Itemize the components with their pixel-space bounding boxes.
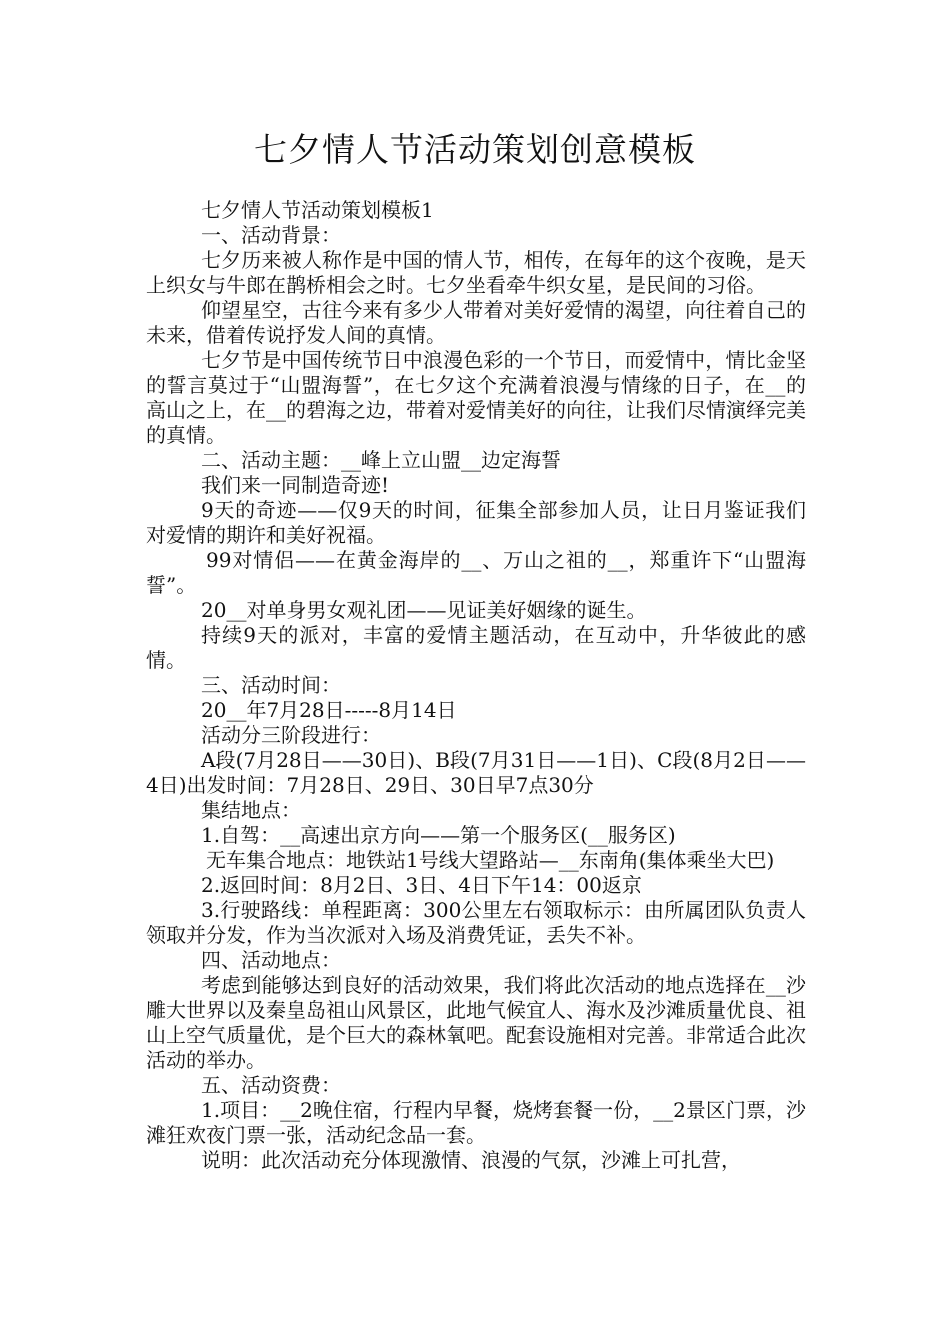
paragraph: 9天的奇迹——仅9天的时间，征集全部参加人员，让日月鉴证我们对爱情的期许和美好祝福。 <box>146 498 806 547</box>
paragraph: 无车集合地点：地铁站1号线大望路站—__东南角(集体乘坐大巴) <box>206 848 775 872</box>
section-heading-background: 一、活动背景： <box>201 223 341 247</box>
paragraph: 3.行驶路线：单程距离：300公里左右领取标示：由所属团队负责人领取并分发，作为当次派对入场及消费凭证，丢失不补。 <box>146 898 806 947</box>
section-heading-time: 三、活动时间： <box>201 673 341 697</box>
paragraph: 我们来一同制造奇迹! <box>201 473 390 497</box>
paragraph: 七夕节是中国传统节日中浪漫色彩的一个节日，而爱情中，情比金坚的誓言莫过于“山盟海誓”，在七夕这个充满着浪漫与情缘的日子，在__的高山之上，在__的碧海之边，带着对爱情美好的向往，让我们尽情演绎完美的真情。 <box>146 348 806 447</box>
paragraph: 2.返回时间：8月2日、3日、4日下午14：00返京 <box>201 873 642 897</box>
paragraph: 20__对单身男女观礼团——见证美好姻缘的诞生。 <box>201 598 647 622</box>
section-heading-fees: 五、活动资费： <box>201 1073 341 1097</box>
paragraph: 活动分三阶段进行： <box>201 723 381 747</box>
paragraph: 说明：此次活动充分体现激情、浪漫的气氛，沙滩上可扎营， <box>201 1148 741 1172</box>
paragraph: 99对情侣——在黄金海岸的__、万山之祖的__，郑重许下“山盟海誓”。 <box>146 548 806 597</box>
paragraph: 考虑到能够达到良好的活动效果，我们将此次活动的地点选择在__沙雕大世界以及秦皇岛祖山风景区，此地气候宜人、海水及沙滩质量优良、祖山上空气质量优，是个巨大的森林氧吧。配套设施相对完善。非常适合此次活动的举办。 <box>146 973 806 1072</box>
subtitle-paragraph: 七夕情人节活动策划模板1 <box>201 198 434 222</box>
paragraph: A段(7月28日——30日)、B段(7月31日——1日)、C段(8月2日——4日)出发时间：7月28日、29日、30日早7点30分 <box>146 748 806 797</box>
document-title: 七夕情人节活动策划创意模板 <box>254 130 696 169</box>
paragraph: 20__年7月28日-----8月14日 <box>201 698 457 722</box>
paragraph: 集结地点： <box>201 798 301 822</box>
paragraph: 仰望星空，古往今来有多少人带着对美好爱情的渴望，向往着自己的未来，借着传说抒发人间的真情。 <box>146 298 806 347</box>
paragraph: 1.自驾：__高速出京方向——第一个服务区(__服务区) <box>201 823 676 847</box>
paragraph: 持续9天的派对，丰富的爱情主题活动，在互动中，升华彼此的感情。 <box>146 623 806 672</box>
paragraph: 1.项目：__2晚住宿，行程内早餐，烧烤套餐一份，__2景区门票，沙滩狂欢夜门票一张，活动纪念品一套。 <box>146 1098 806 1147</box>
paragraph: 七夕历来被人称作是中国的情人节，相传，在每年的这个夜晚，是天上织女与牛郎在鹊桥相会之时。七夕坐看牵牛织女星，是民间的习俗。 <box>146 248 806 297</box>
document-body <box>146 198 806 1173</box>
section-heading-location: 四、活动地点： <box>201 948 341 972</box>
section-heading-theme: 二、活动主题：__峰上立山盟__边定海誓 <box>201 448 561 472</box>
